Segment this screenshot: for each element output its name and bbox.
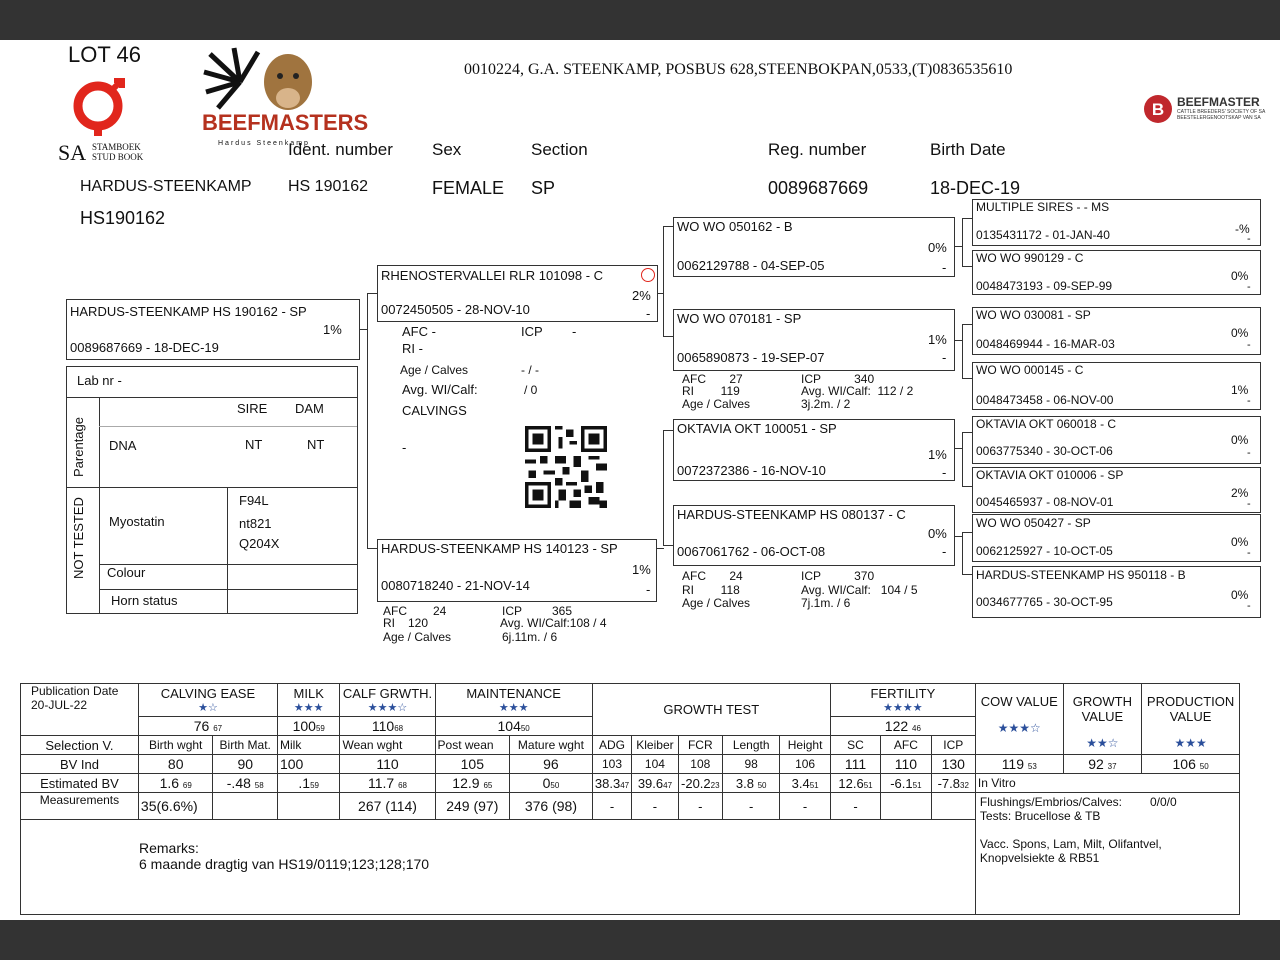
gen2-1-name: WO WO 070181 - SP xyxy=(677,311,802,326)
myostatin-nt821: nt821 xyxy=(239,516,272,531)
col-kleiber: Kleiber xyxy=(632,736,678,755)
dam-pct: 1% xyxy=(632,562,651,577)
flushings-label: Flushings/Embrios/Calves: xyxy=(979,795,1122,809)
meas-5: 376 (98) xyxy=(510,793,593,820)
meas-6: - xyxy=(592,793,632,820)
sire-age-label: Age / Calves xyxy=(400,363,469,377)
gen3-3-name: WO WO 000145 - C xyxy=(976,363,1084,377)
est-7: 39.647 xyxy=(632,774,678,793)
sire-pct: 2% xyxy=(632,288,651,303)
cow-value-stars: ★★★☆ xyxy=(997,721,1041,735)
gen3-3-dash: - xyxy=(1247,395,1251,407)
myostatin-f94l: F94L xyxy=(239,493,269,508)
estimated-bv-row xyxy=(21,774,1240,793)
qr-code[interactable] xyxy=(522,426,610,513)
beefmasters-sub: Hardus Steenkamp xyxy=(218,140,310,147)
calving-ease-label: CALVING EASE xyxy=(160,686,256,701)
colour-label: Colour xyxy=(107,565,146,580)
selection-calf: 11068 xyxy=(340,717,435,736)
est-8: -20.223 xyxy=(678,774,722,793)
remarks-cell xyxy=(21,820,976,915)
stamboek-logo xyxy=(58,78,158,164)
selection-maint: 10450 xyxy=(435,717,592,736)
dna-dam-value: NT xyxy=(307,437,325,452)
est-13: -7.832 xyxy=(931,774,975,793)
gen3-6-reg: 0062125927 - 10-OCT-05 xyxy=(976,544,1113,558)
society-logo xyxy=(1143,94,1273,128)
gen3-0-dash: - xyxy=(1247,233,1251,245)
est-0: 1.6 69 xyxy=(138,774,213,793)
fertility-label: FERTILITY xyxy=(870,686,936,701)
gen3-box-7 xyxy=(972,566,1261,618)
granddam-paternal-box xyxy=(673,309,955,371)
beefmasters-name: BEEFMASTERS xyxy=(202,110,369,135)
gen2-3-age-label: Age / Calves xyxy=(682,596,751,610)
bv-ind-11: 111 xyxy=(830,755,880,774)
sire-wi-value: / 0 xyxy=(524,383,538,397)
calf-growth-header xyxy=(340,684,435,717)
est-5: 050 xyxy=(510,774,593,793)
gen3-box-3 xyxy=(972,362,1261,410)
bv-ind-12: 110 xyxy=(881,755,931,774)
bv-ind-2: 100 xyxy=(277,755,339,774)
gen2-3-wi: Avg. WI/Calf: 104 / 5 xyxy=(801,583,918,597)
subject-name: HARDUS-STEENKAMP HS 190162 - SP xyxy=(70,304,307,319)
animal-id2: HS190162 xyxy=(80,208,166,228)
dna-sire-value: NT xyxy=(245,437,263,452)
gen3-box-0 xyxy=(972,199,1261,246)
gen3-7-pct: 0% xyxy=(1231,588,1249,602)
col-length: Length xyxy=(722,736,779,755)
gen2-1-dash: - xyxy=(942,350,947,365)
gen3-3-reg: 0048473458 - 06-NOV-00 xyxy=(976,393,1114,407)
tests-text: Tests: Brucellose & TB xyxy=(979,809,1101,823)
col-fcr: FCR xyxy=(678,736,722,755)
gen3-box-1 xyxy=(972,250,1261,295)
horn-status-label: Horn status xyxy=(111,593,178,608)
grandsire-maternal-box xyxy=(673,419,955,481)
est-10: 3.451 xyxy=(780,774,830,793)
col-afc: AFC xyxy=(881,736,931,755)
vacc-line2: Knopvelsiekte & RB51 xyxy=(979,851,1100,865)
dam-dash: - xyxy=(646,582,651,597)
stamboek-line2: STUD BOOK xyxy=(92,152,144,162)
sire-box xyxy=(377,265,658,322)
col-adg: ADG xyxy=(592,736,632,755)
cow-value-header xyxy=(975,684,1063,755)
granddam-maternal-box xyxy=(673,505,955,566)
gen3-4-dash: - xyxy=(1247,447,1251,459)
lab-nr: Lab nr - xyxy=(77,373,122,388)
lab-box xyxy=(66,366,358,614)
gen3-box-2 xyxy=(972,307,1261,355)
gen2-0-reg: 0062129788 - 04-SEP-05 xyxy=(677,258,825,273)
milk-stars: ★★★ xyxy=(293,702,324,714)
fertility-header xyxy=(830,684,975,717)
dam-afc-value: 24 xyxy=(433,604,447,618)
bv-ind-0: 80 xyxy=(138,755,213,774)
meas-9: - xyxy=(722,793,779,820)
col-milk: Milk xyxy=(277,736,339,755)
publication-date: 20-JUL-22 xyxy=(31,698,88,712)
gen3-box-5 xyxy=(972,467,1261,513)
flushings-value: 0/0/0 xyxy=(1149,795,1177,809)
measurements-row xyxy=(21,793,1240,820)
animal-birth: 18-DEC-19 xyxy=(930,178,1021,198)
animal-breeder: HARDUS-STEENKAMP xyxy=(80,178,252,195)
sire-icp-value: - xyxy=(572,324,577,339)
gen2-0-dash: - xyxy=(942,260,947,275)
bv-ind-10: 106 xyxy=(780,755,830,774)
dam-age-label: Age / Calves xyxy=(383,630,452,644)
subject-box xyxy=(66,299,360,360)
gen2-1-wi: Avg. WI/Calf: 112 / 2 xyxy=(801,384,914,398)
meas-8: - xyxy=(678,793,722,820)
sire-age-value: - / - xyxy=(521,363,539,377)
bv-ind-7: 104 xyxy=(632,755,678,774)
gen3-1-reg: 0048473193 - 09-SEP-99 xyxy=(976,279,1113,293)
meas-13 xyxy=(931,793,975,820)
production-value-stars: ★★★ xyxy=(1174,736,1207,750)
beefmasters-logo xyxy=(200,46,369,152)
selection-milk: 10059 xyxy=(277,717,339,736)
bv-header-row xyxy=(21,684,1240,717)
stamboek-sa: SA xyxy=(58,140,87,165)
animal-reg: 0089687669 xyxy=(768,178,869,198)
gen2-3-icp: ICP 370 xyxy=(801,569,875,583)
gen2-3-pct: 0% xyxy=(928,526,947,541)
calf-growth-stars: ★★★☆ xyxy=(367,702,408,714)
col-height: Height xyxy=(780,736,830,755)
milk-header xyxy=(277,684,339,717)
sire-wi-label: Avg. WI/Calf: xyxy=(402,382,478,397)
meas-2 xyxy=(277,793,339,820)
gen2-1-ri: RI 119 xyxy=(682,384,740,398)
growth-test-header: GROWTH TEST xyxy=(592,684,830,736)
lot-number: LOT 46 xyxy=(68,42,141,67)
gen2-1-reg: 0065890873 - 19-SEP-07 xyxy=(677,350,825,365)
gen3-0-reg: 0135431172 - 01-JAN-40 xyxy=(976,228,1110,242)
gen3-2-name: WO WO 030081 - SP xyxy=(976,308,1091,322)
gen2-0-name: WO WO 050162 - B xyxy=(677,219,793,234)
dam-wi: Avg. WI/Calf:108 / 4 xyxy=(500,616,607,630)
in-vitro: In Vitro xyxy=(975,774,1239,793)
gen3-3-pct: 1% xyxy=(1231,383,1249,397)
selection-calving: 76 67 xyxy=(138,717,277,736)
gen3-box-6 xyxy=(972,514,1261,562)
parentage-label: Parentage xyxy=(71,417,86,477)
gen3-5-reg: 0045465937 - 08-NOV-01 xyxy=(976,495,1114,509)
gen3-7-reg: 0034677765 - 30-OCT-95 xyxy=(976,595,1113,609)
sire-icp-label: ICP xyxy=(521,324,543,339)
sire-calvings: CALVINGS xyxy=(402,403,467,418)
dna-label: DNA xyxy=(109,438,137,453)
myostatin-q204x: Q204X xyxy=(239,536,280,551)
reg-header: Reg. number xyxy=(768,140,867,159)
gen2-1-icp: ICP 340 xyxy=(801,372,875,386)
production-value: 106 50 xyxy=(1142,755,1240,774)
gen2-1-age-value: 3j.2m. / 2 xyxy=(801,397,851,411)
growth-value: 92 37 xyxy=(1063,755,1142,774)
production-value-label: PRODUCTION VALUE xyxy=(1146,694,1235,724)
bv-ind-5: 96 xyxy=(510,755,593,774)
dna-dam-header: DAM xyxy=(295,401,324,416)
sire-badge-icon xyxy=(641,268,655,282)
col-wean-wght: Wean wght xyxy=(340,736,435,755)
society-name: BEEFMASTER xyxy=(1177,95,1260,109)
cow-value: 119 53 xyxy=(975,755,1063,774)
est-4: 12.9 65 xyxy=(435,774,510,793)
birth-header: Birth Date xyxy=(930,140,1006,159)
society-sub2: BEESTELERGENOOTSKAP VAN SA xyxy=(1177,115,1261,121)
gen3-6-dash: - xyxy=(1247,547,1251,559)
growth-value-label: GROWTH VALUE xyxy=(1072,694,1132,724)
bv-ind-9: 98 xyxy=(722,755,779,774)
dam-age-value: 6j.11m. / 6 xyxy=(502,630,558,644)
dam-icp-label: ICP xyxy=(502,604,523,618)
not-tested-label: NOT TESTED xyxy=(71,497,86,579)
vacc-line1: Vacc. Spons, Lam, Milt, Olifantvel, xyxy=(979,837,1162,851)
meas-1 xyxy=(213,793,278,820)
meas-11: - xyxy=(830,793,880,820)
gen3-7-name: HARDUS-STEENKAMP HS 950118 - B xyxy=(976,568,1186,582)
growth-value-header xyxy=(1063,684,1142,755)
milk-label: MILK xyxy=(293,686,324,701)
dna-sire-header: SIRE xyxy=(237,401,268,416)
bv-ind-13: 130 xyxy=(931,755,975,774)
dam-reg: 0080718240 - 21-NOV-14 xyxy=(381,578,530,593)
breeder-header: 0010224, G.A. STEENKAMP, POSBUS 628,STEENBOKPAN,0533,(T)0836535610 xyxy=(464,61,1013,78)
selection-fert: 122 46 xyxy=(830,717,975,736)
bv-ind-1: 90 xyxy=(213,755,278,774)
gen2-3-reg: 0067061762 - 06-OCT-08 xyxy=(677,544,826,559)
growth-value-stars: ★★☆ xyxy=(1086,736,1119,750)
gen3-2-pct: 0% xyxy=(1231,326,1249,340)
gen3-4-pct: 0% xyxy=(1231,433,1249,447)
society-sub1: CATTLE BREEDERS' SOCIETY OF SA xyxy=(1177,109,1266,115)
maintenance-header xyxy=(435,684,592,717)
meas-7: - xyxy=(632,793,678,820)
cow-value-label: COW VALUE xyxy=(980,694,1058,709)
dam-afc-label: AFC xyxy=(383,604,407,618)
gen3-2-dash: - xyxy=(1247,339,1251,351)
est-3: 11.7 68 xyxy=(340,774,435,793)
measurements-label: Measurements xyxy=(21,793,139,820)
gen3-7-dash: - xyxy=(1247,600,1251,612)
gen2-2-dash: - xyxy=(942,465,947,480)
gen2-3-ri: RI 118 xyxy=(682,583,740,597)
est-6: 38.347 xyxy=(592,774,632,793)
col-mature-wght: Mature wght xyxy=(510,736,593,755)
col-sc: SC xyxy=(830,736,880,755)
dam-name: HARDUS-STEENKAMP HS 140123 - SP xyxy=(381,541,618,556)
gen3-1-name: WO WO 990129 - C xyxy=(976,251,1084,265)
gen2-3-afc: AFC 24 xyxy=(682,569,743,583)
calving-ease-stars: ★☆ xyxy=(198,702,218,714)
svg-text:B: B xyxy=(1151,100,1165,119)
production-value-header xyxy=(1142,684,1240,755)
gen2-3-dash: - xyxy=(942,544,947,559)
sire-ri: RI - xyxy=(402,341,423,356)
sire-reg: 0072450505 - 28-NOV-10 xyxy=(381,302,530,317)
bv-ind-8: 108 xyxy=(678,755,722,774)
gen3-1-dash: - xyxy=(1247,281,1251,293)
dam-ri-value: 120 xyxy=(408,616,429,630)
gen3-0-name: MULTIPLE SIRES - - MS xyxy=(976,200,1110,214)
animal-section: SP xyxy=(531,178,556,198)
windmill-cow-icon xyxy=(200,46,330,114)
meas-3: 267 (114) xyxy=(340,793,435,820)
gen3-1-pct: 0% xyxy=(1231,269,1249,283)
col-icp: ICP xyxy=(931,736,975,755)
col-post-wean: Post wean xyxy=(435,736,510,755)
gen3-5-name: OKTAVIA OKT 010006 - SP xyxy=(976,468,1124,482)
gen3-4-name: OKTAVIA OKT 060018 - C xyxy=(976,417,1117,431)
gen2-2-name: OKTAVIA OKT 100051 - SP xyxy=(677,421,837,436)
sex-header: Sex xyxy=(432,140,462,159)
gen2-2-reg: 0072372386 - 16-NOV-10 xyxy=(677,463,826,478)
dam-icp-value: 365 xyxy=(552,604,573,618)
dam-box xyxy=(377,539,657,602)
est-9: 3.8 50 xyxy=(722,774,779,793)
sire-calvings-value: - xyxy=(402,440,407,455)
meas-12 xyxy=(881,793,931,820)
calving-ease-header xyxy=(138,684,277,717)
col-birth-mat: Birth Mat. xyxy=(213,736,278,755)
gen2-3-name: HARDUS-STEENKAMP HS 080137 - C xyxy=(677,507,906,522)
gen3-box-4 xyxy=(972,416,1261,464)
meas-4: 249 (97) xyxy=(435,793,510,820)
est-12: -6.151 xyxy=(881,774,931,793)
publication-label: Publication Date xyxy=(31,684,119,698)
bv-ind-3: 110 xyxy=(340,755,435,774)
fertility-stars: ★★★★ xyxy=(883,702,923,714)
animal-ident: HS 190162 xyxy=(288,178,369,195)
animal-sex: FEMALE xyxy=(432,178,505,198)
qr-code-icon xyxy=(522,426,610,508)
sire-dash: - xyxy=(646,306,651,321)
gen2-1-pct: 1% xyxy=(928,332,947,347)
bv-ind-4: 105 xyxy=(435,755,510,774)
section-header: Section xyxy=(531,140,588,159)
gen3-2-reg: 0048469944 - 16-MAR-03 xyxy=(976,337,1115,351)
stamboek-line1: STAMBOEK xyxy=(92,142,141,152)
meas-10: - xyxy=(780,793,830,820)
gen2-3-age-value: 7j.1m. / 6 xyxy=(801,596,851,610)
publication-cell xyxy=(21,684,139,736)
gen3-5-pct: 2% xyxy=(1231,486,1249,500)
remarks-label: Remarks: xyxy=(139,840,199,856)
est-1: -.48 58 xyxy=(213,774,278,793)
est-11: 12.651 xyxy=(830,774,880,793)
gen2-2-pct: 1% xyxy=(928,447,947,462)
gen2-1-afc: AFC 27 xyxy=(682,372,743,386)
top-bar xyxy=(0,0,1280,40)
breeding-values-table xyxy=(20,683,1240,915)
myostatin-label: Myostatin xyxy=(109,514,165,529)
gen3-6-pct: 0% xyxy=(1231,535,1249,549)
bv-ind-label: BV Ind xyxy=(21,755,139,774)
sire-afc: AFC - xyxy=(402,324,436,339)
col-birth-wght: Birth wght xyxy=(138,736,213,755)
beefmaster-b-icon xyxy=(1143,94,1173,124)
selection-label: Selection V. xyxy=(21,736,139,755)
maintenance-stars: ★★★ xyxy=(498,702,529,714)
gen2-0-pct: 0% xyxy=(928,240,947,255)
ident-header: Ident. number xyxy=(288,140,393,159)
est-2: .159 xyxy=(277,774,339,793)
gen3-0-pct: -% xyxy=(1235,222,1250,236)
remarks-text: 6 maande dragtig van HS19/0119;123;128;170 xyxy=(139,856,430,872)
meas-0: 35(6.6%) xyxy=(138,793,213,820)
bv-ind-row xyxy=(21,755,1240,774)
estimated-bv-label: Estimated BV xyxy=(21,774,139,793)
bottom-bar xyxy=(0,920,1280,960)
maintenance-label: MAINTENANCE xyxy=(466,686,561,701)
dam-ri-label: RI xyxy=(383,616,395,630)
subject-pct: 1% xyxy=(323,322,342,337)
sire-name: RHENOSTERVALLEI RLR 101098 - C xyxy=(381,268,604,283)
calf-growth-label: CALF GRWTH. xyxy=(342,686,433,701)
gen3-6-name: WO WO 050427 - SP xyxy=(976,516,1091,530)
gen3-5-dash: - xyxy=(1247,498,1251,510)
stamboek-symbol-icon xyxy=(58,78,158,140)
bv-ind-6: 103 xyxy=(592,755,632,774)
gen2-1-age-label: Age / Calves xyxy=(682,397,751,411)
grandsire-paternal-box xyxy=(673,217,955,277)
subject-reg: 0089687669 - 18-DEC-19 xyxy=(70,340,219,355)
gen3-4-reg: 0063775340 - 30-OCT-06 xyxy=(976,444,1113,458)
flushings-cell xyxy=(975,793,1239,915)
